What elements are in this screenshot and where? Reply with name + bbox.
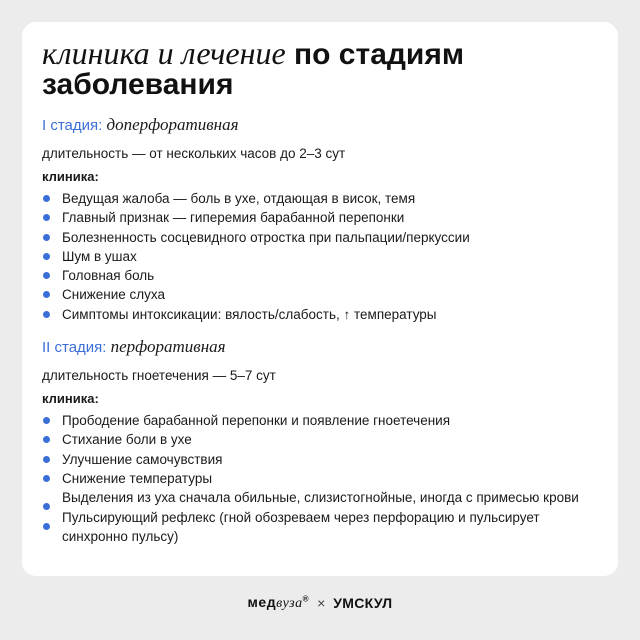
list-item: Прободение барабанной перепонки и появление гноетечения bbox=[42, 411, 598, 430]
footer-logos bbox=[0, 594, 640, 612]
stage2-clinic-label: клиника: bbox=[42, 391, 99, 407]
list-item: Выделения из уха сначала обильные, слизистогнойные, иногда с примесью крови bbox=[42, 488, 598, 507]
stage1-name: доперфоративная bbox=[106, 115, 239, 134]
stage1-duration: длительность — от нескольких часов до 2–3 сут bbox=[42, 146, 346, 161]
title-bold: по стадиям bbox=[294, 38, 465, 71]
stage2-name: перфоративная bbox=[110, 337, 226, 357]
stage2-heading bbox=[42, 338, 598, 357]
stage1-clinic-label: клиника: bbox=[42, 169, 99, 184]
stage1-list bbox=[42, 189, 598, 324]
stage2-label: II стадия: bbox=[42, 339, 107, 357]
stage2-duration: длительность гноетечения — 5–7 сут bbox=[42, 368, 276, 384]
stage1-label: I стадия: bbox=[42, 117, 103, 134]
medvuza-logo-part1: мед bbox=[247, 594, 277, 610]
list-item: Снижение температуры bbox=[42, 469, 598, 488]
times-icon: × bbox=[317, 595, 326, 611]
title-italic: клиника и лечение bbox=[42, 35, 286, 71]
list-item: Симптомы интоксикации: вялость/слабость, ↑ температуры bbox=[42, 305, 598, 324]
list-item: Шум в ушах bbox=[42, 247, 598, 266]
umskul-logo: УМСКУЛ bbox=[333, 595, 393, 611]
list-item: Стихание боли в ухе bbox=[42, 430, 598, 449]
list-item: Головная боль bbox=[42, 266, 598, 285]
medvuza-logo-part2: вуза bbox=[276, 596, 303, 611]
stage1-heading bbox=[42, 116, 598, 135]
list-item: Улучшение самочувствия bbox=[42, 450, 598, 469]
list-item: Пульсирующий рефлекс (гной обозреваем через перфорацию и пульсирует синхронно пульсу) bbox=[42, 508, 598, 547]
registered-mark: ® bbox=[302, 594, 310, 604]
medvuza-logo bbox=[248, 594, 310, 612]
stage2-list bbox=[42, 411, 598, 546]
list-item: Снижение слуха bbox=[42, 285, 598, 304]
list-item: Главный признак — гиперемия барабанной перепонки bbox=[42, 208, 598, 227]
list-item: Ведущая жалоба — боль в ухе, отдающая в висок, темя bbox=[42, 189, 598, 208]
title-line2: заболевания bbox=[42, 68, 234, 101]
list-item: Болезненность сосцевидного отростка при пальпации/перкуссии bbox=[42, 228, 598, 247]
page-title bbox=[42, 35, 598, 101]
content-card bbox=[22, 22, 618, 576]
